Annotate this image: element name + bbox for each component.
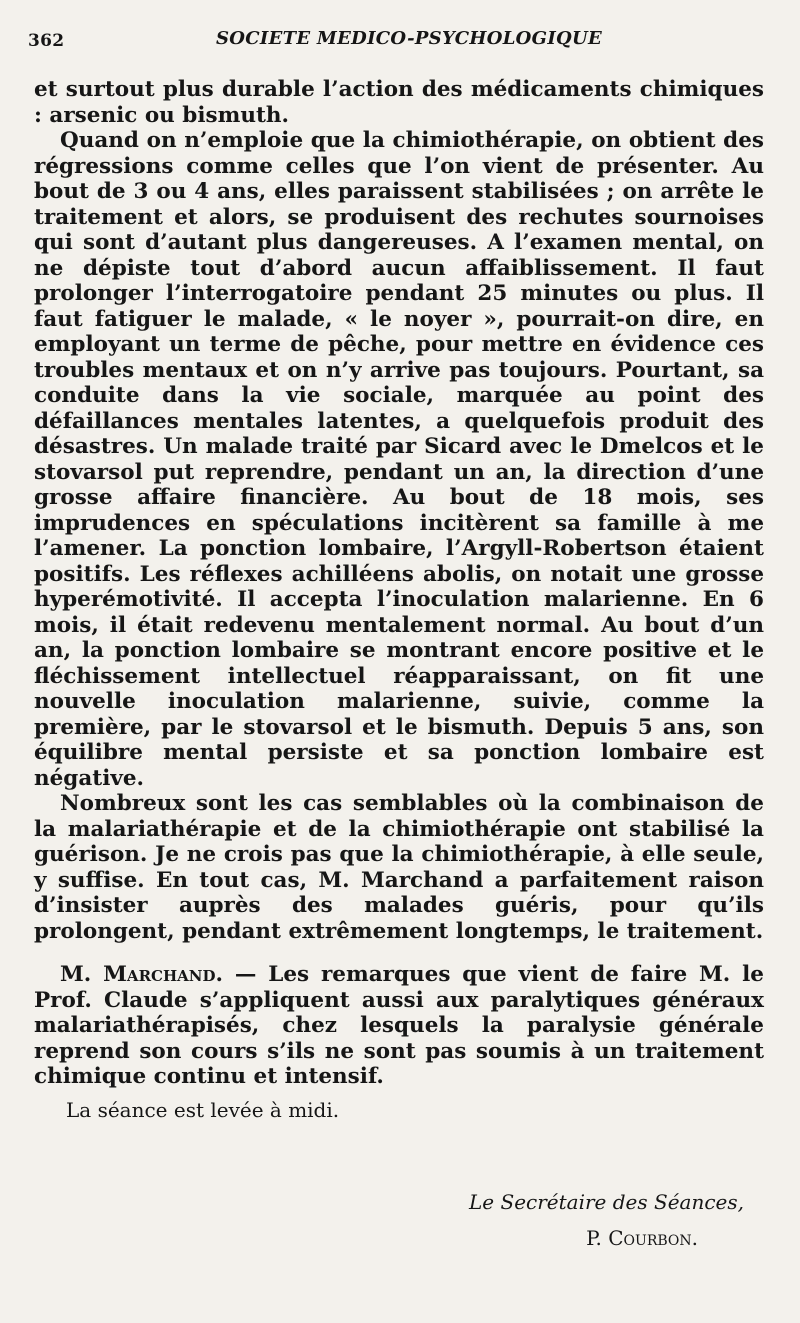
signature-name: P. Courbon. (586, 1226, 698, 1250)
paragraph-continuation: et surtout plus durable l’action des médicaments chimiques : arsenic ou bismuth. (34, 77, 764, 128)
signature-block (469, 1184, 744, 1256)
speaker-name: M. Marchand. (60, 962, 223, 987)
page-header (28, 28, 770, 58)
paragraph-marchand (34, 962, 764, 1090)
paragraph-cas-semblables: Nombreux sont les cas semblables où la combinaison de la malariathérapie et de la chimiothérapie ont stabilisé la guérison. Je ne crois pas que la chimiothérapie, à elle seule, y suffise. En tout cas, M. Marchand a parfaitement raison d’insister auprès des malades guéris, pour qu’ils prolongent, pendant extrêmement longtemps, le traitement. (34, 791, 764, 944)
paragraph-chimiotherapie: Quand on n’emploie que la chimiothérapie, on obtient des régressions comme celles que l’on vient de présenter. Au bout de 3 ou 4 ans, elles paraissent stabilisées ; on arrête le traitement et alors, se produisent des rechutes sournoises qui sont d’autant plus dangereuses. A l’examen mental, on ne dépiste tout d’abord aucun affaiblissement. Il faut prolonger l’interrogatoire pendant 25 minutes ou plus. Il faut fatiguer le malade, « le noyer », pourrait-on dire, en employant un terme de pêche, pour mettre en évidence ces troubles mentaux et on n’y arrive pas toujours. Pourtant, sa conduite dans la vie sociale, marquée au point des défaillances mentales latentes, a quelquefois produit des désastres. Un malade traité par Sicard avec le Dmelcos et le stovarsol put reprendre, pendant un an, la direction d’une grosse affaire financière. Au bout de 18 mois, ses imprudences en spéculations incitèrent sa famille à me l’amener. La ponction lombaire, l’Argyll-Robertson étaient positifs. Les réflexes achilléens abolis, on notait une grosse hyperémotivité. Il accepta l’inoculation malarienne. En 6 mois, il était redevenu mentalement normal. Au bout d’un an, la ponction lombaire se montrant encore positive et le fléchissement intellectuel réapparaissant, on fit une nouvelle inoculation malarienne, suivie, comme la première, par le stovarsol et le bismuth. Depuis 5 ans, son équilibre mental persiste et sa ponction lombaire est négative. (34, 128, 764, 791)
closing-line: La séance est levée à midi. (66, 1098, 340, 1122)
page-number: 362 (28, 31, 65, 51)
body-text (34, 77, 764, 1090)
signature-title: Le Secrétaire des Séances, (469, 1190, 744, 1214)
running-title: SOCIETE MEDICO-PSYCHOLOGIQUE (216, 28, 603, 49)
speaker-remark: — Les remarques que vient de faire M. le Prof. Claude s’appliquent aussi aux paralytiques généraux malariathérapisés, chez lesquels la paralysie générale reprend son cours s’ils ne sont pas soumis à un traitement chimique continu et intensif. (34, 962, 764, 1089)
